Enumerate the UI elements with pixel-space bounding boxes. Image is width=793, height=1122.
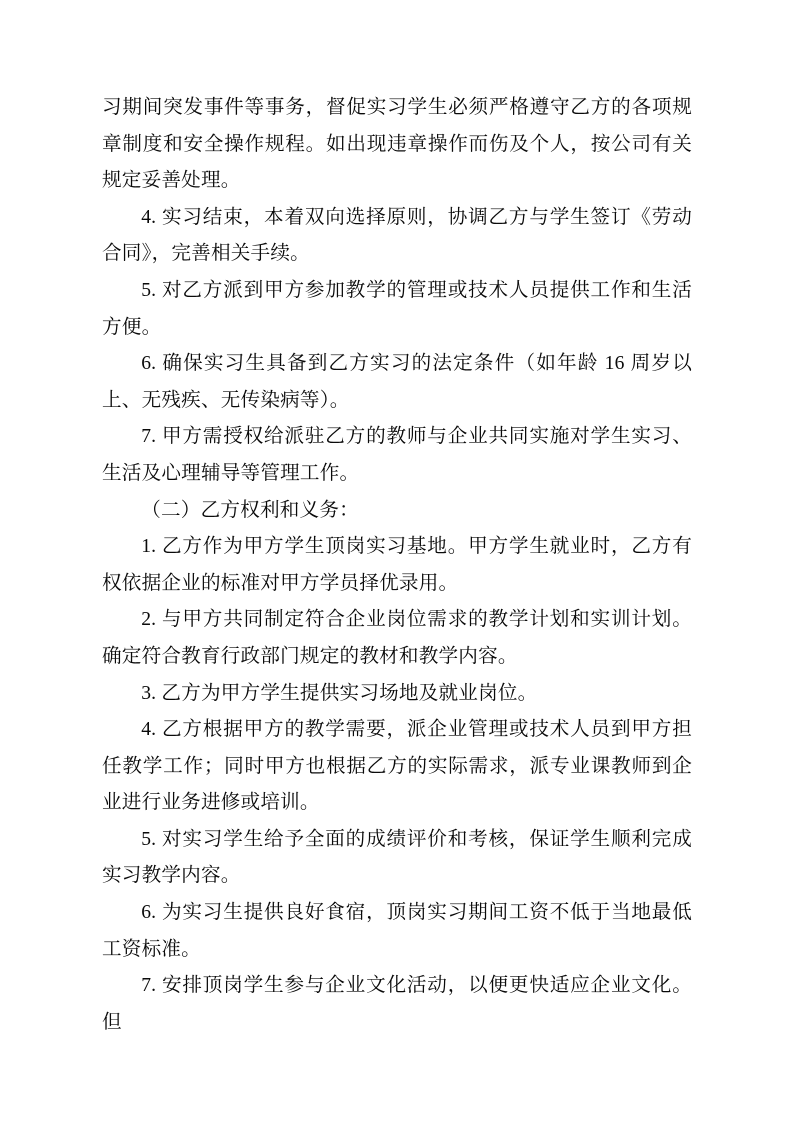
paragraph: 7. 安排顶岗学生参与企业文化活动，以便更快适应企业文化。但 — [102, 975, 692, 1033]
paragraph: 2. 与甲方共同制定符合企业岗位需求的教学计划和实训计划。确定符合教育行政部门规定的教材和教学内容。 — [102, 609, 692, 667]
paragraph: 4. 乙方根据甲方的教学需要，派企业管理或技术人员到甲方担任教学工作；同时甲方也根据乙方的实际需求，派专业课教师到企业进行业务进修或培训。 — [102, 719, 692, 814]
paragraph: 4. 实习结束，本着双向选择原则，协调乙方与学生签订《劳动合同》，完善相关手续。 — [102, 206, 692, 265]
document-text — [102, 90, 692, 1041]
paragraph: 7. 甲方需授权给派驻乙方的教师与企业共同实施对学生实习、生活及心理辅导等管理工作。 — [102, 426, 692, 484]
paragraph: 1. 乙方作为甲方学生顶岗实习基地。甲方学生就业时，乙方有权依据企业的标准对甲方学员择优录用。 — [102, 536, 692, 594]
paragraph: 5. 对实习学生给予全面的成绩评价和考核，保证学生顺利完成实习教学内容。 — [102, 828, 692, 887]
paragraph: 3. 乙方为甲方学生提供实习场地及就业岗位。 — [141, 682, 538, 704]
paragraph: 习期间突发事件等事务，督促实习学生必须严格遵守乙方的各项规章制度和安全操作规程。如出现违章操作而伤及个人，按公司有关规定妥善处理。 — [102, 97, 692, 192]
paragraph: 5. 对乙方派到甲方参加教学的管理或技术人员提供工作和生活方便。 — [102, 279, 692, 338]
paragraph: 6. 确保实习生具备到乙方实习的法定条件（如年龄 16 周岁以上、无残疾、无传染病等）。 — [102, 353, 692, 411]
paragraph: （二）乙方权利和义务： — [141, 499, 359, 521]
paragraph: 6. 为实习生提供良好食宿，顶岗实习期间工资不低于当地最低工资标准。 — [102, 902, 692, 960]
